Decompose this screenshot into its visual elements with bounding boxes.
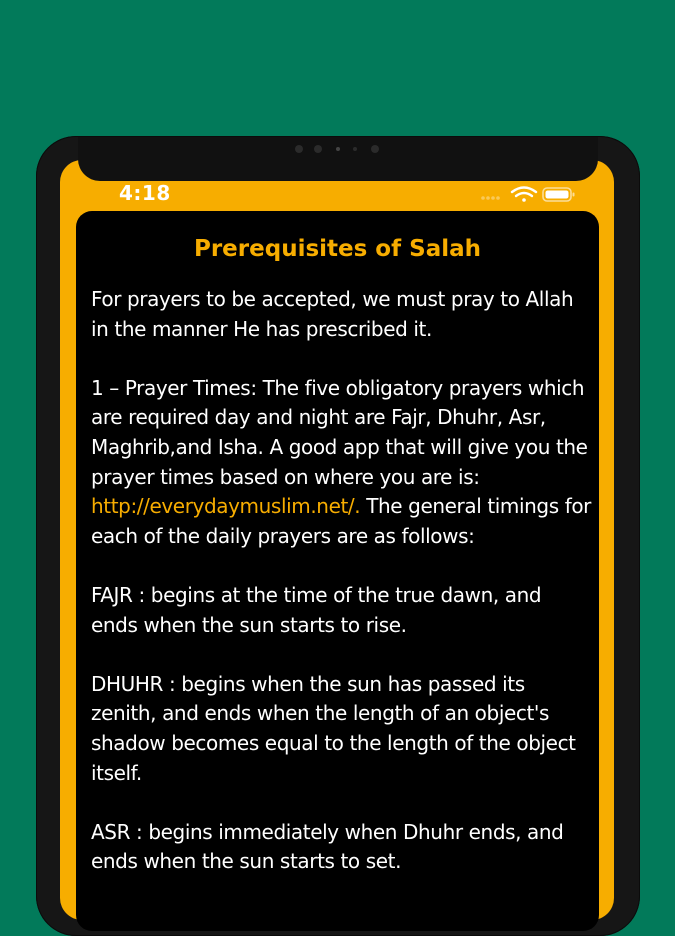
sensor-bar	[78, 137, 598, 181]
battery-icon	[543, 188, 575, 201]
sensor-dot-icon	[371, 145, 379, 153]
prayer-times-lead: 1 – Prayer Times: The five obligatory prayers which are required day and night are Fajr, Dhuhr, Asr, Maghrib,and Isha. A good app that will give you the prayer times based on where you are is:	[91, 375, 588, 489]
intro-paragraph: For prayers to be accepted, we must pray to Allah in the manner He has prescribed it.	[91, 287, 574, 341]
asr-paragraph: ASR : begins immediately when Dhuhr ends, and ends when the sun starts to set.	[91, 819, 564, 874]
page-title: Prerequisites of Salah	[193, 236, 481, 262]
article-body[interactable]	[91, 285, 591, 906]
dhuhr-paragraph: DHUHR : begins when the sun has passed its zenith, and ends when the length of an object's shadow becomes equal to the length of the object itself.	[91, 671, 576, 785]
everydaymuslim-link[interactable]: http://everydaymuslim.net/.	[91, 494, 361, 519]
prayer-times-paragraph	[91, 374, 591, 552]
status-time: 4:18	[119, 181, 171, 205]
wifi-icon	[512, 188, 536, 202]
camera-icon	[336, 147, 340, 151]
sensor-dot-icon	[353, 147, 357, 151]
fajr-paragraph: FAJR : begins at the time of the true dawn, and ends when the sun starts to rise.	[91, 582, 542, 637]
prayer-times-tail: The general timings for each of the daily prayers are as follows:	[91, 494, 592, 548]
status-icons	[480, 184, 580, 204]
cellular-dots-icon	[481, 196, 500, 200]
sensor-dot-icon	[295, 145, 303, 153]
sensor-dot-icon	[314, 145, 322, 153]
